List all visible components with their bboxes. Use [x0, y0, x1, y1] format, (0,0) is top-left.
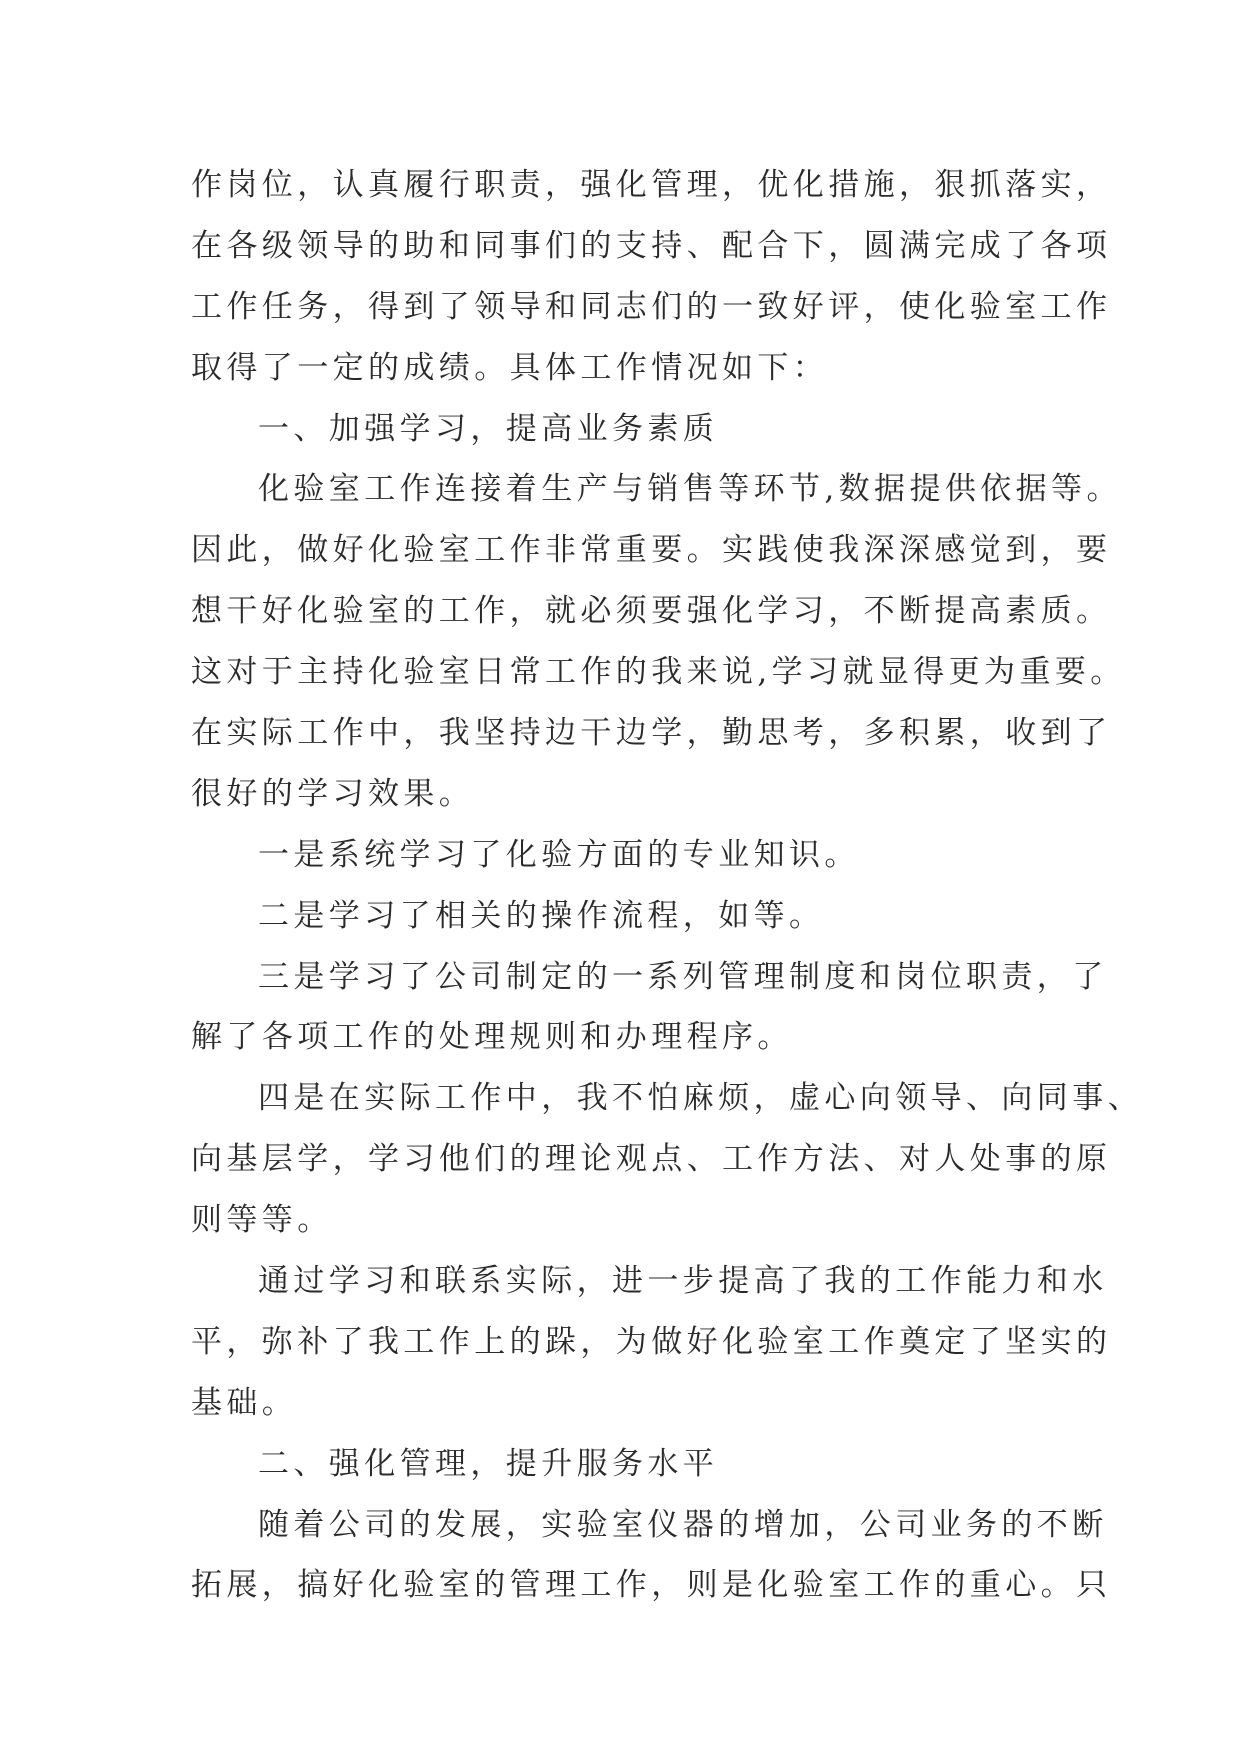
text-line: 想干好化验室的工作，就必须要强化学习，不断提高素质。: [191, 593, 1112, 630]
text-line: 这对于主持化验室日常工作的我来说,学习就显得更为重要。: [191, 654, 1126, 691]
text-line: 因此，做好化验室工作非常重要。实践使我深深感觉到，要: [191, 532, 1112, 569]
text-line: 很好的学习效果。: [191, 775, 475, 812]
document-body: [191, 155, 1143, 1616]
text-line: 随着公司的发展，实验室仪器的增加，公司业务的不断: [258, 1506, 1108, 1543]
text-line: 作岗位，认真履行职责，强化管理，优化措施，狠抓落实，: [191, 167, 1112, 203]
section-heading: 二、强化管理，提升服务水平: [258, 1445, 719, 1482]
text-line: 三是学习了公司制定的一系列管理制度和岗位职责，了: [258, 958, 1108, 995]
text-line: 取得了一定的成绩。具体工作情况如下：: [191, 349, 829, 386]
text-line: 拓展，搞好化验室的管理工作，则是化验室工作的重心。只: [191, 1567, 1112, 1604]
text-line: 则等等。: [191, 1202, 333, 1239]
text-line: 通过学习和联系实际，进一步提高了我的工作能力和水: [258, 1263, 1108, 1300]
text-line: 一是系统学习了化验方面的专业知识。: [258, 836, 860, 873]
section-heading: 一、加强学习，提高业务素质: [258, 410, 719, 447]
text-line: 向基层学，学习他们的理论观点、工作方法、对人处事的原: [191, 1141, 1112, 1178]
text-line: 平，弥补了我工作上的跺，为做好化验室工作奠定了坚实的: [191, 1323, 1112, 1360]
text-line: 在各级领导的助和同事们的支持、配合下，圆满完成了各项: [191, 227, 1112, 264]
text-line: 化验室工作连接着生产与销售等环节,数据提供依据等。: [258, 471, 1122, 508]
text-line: 解了各项工作的处理规则和办理程序。: [191, 1019, 793, 1056]
text-line: 工作任务，得到了领导和同志们的一致好评，使化验室工作: [191, 288, 1112, 325]
text-line: 基础。: [191, 1384, 298, 1421]
text-line: 二是学习了相关的操作流程，如等。: [258, 897, 825, 934]
text-line: 在实际工作中，我坚持边干边学，勤思考，多积累，收到了: [191, 715, 1112, 752]
text-line: 四是在实际工作中，我不怕麻烦，虚心向领导、向同事、: [258, 1080, 1143, 1117]
